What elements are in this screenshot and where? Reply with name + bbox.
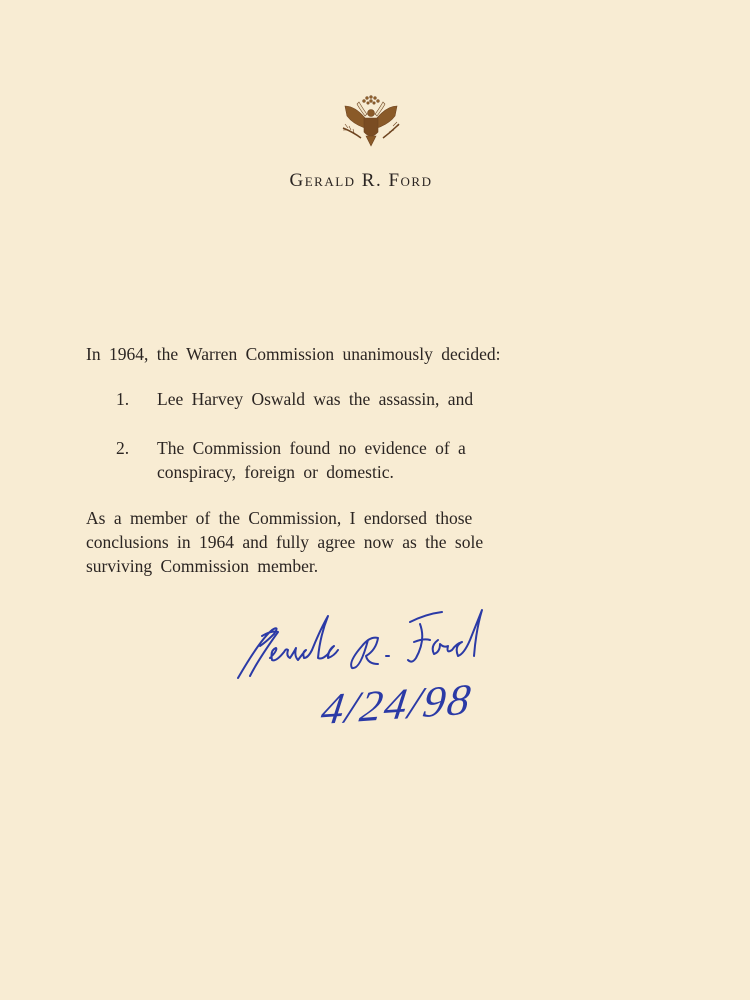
closing-text: conclusions in 1964 and fully agree now as the sole	[86, 532, 484, 552]
item-text: The Commission found no evidence of a	[157, 438, 466, 458]
intro-text: In 1964, the Warren Commission unanimously decided:	[86, 344, 501, 364]
item-number: 2.	[116, 438, 130, 458]
letterhead-name: Gerald R. Ford	[289, 170, 433, 191]
item-number: 1.	[116, 389, 130, 409]
item-text: Lee Harvey Oswald was the assassin, and	[157, 389, 474, 409]
item-text: conspiracy, foreign or domestic.	[157, 462, 394, 482]
closing-text: As a member of the Commission, I endorsed those	[86, 508, 473, 528]
closing-text: surviving Commission member.	[86, 556, 319, 576]
presidential-seal-icon	[331, 92, 411, 156]
signature-date: 4/24/98	[318, 674, 476, 735]
handwritten-signature	[230, 600, 530, 690]
